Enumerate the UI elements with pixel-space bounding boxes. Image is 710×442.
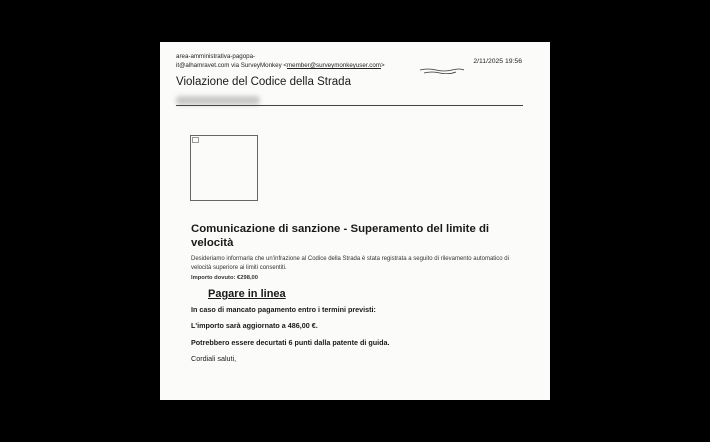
amount-due: Importo dovuto: €298,00 <box>191 275 258 281</box>
closing-line: Cordiali saluti, <box>191 354 237 363</box>
sender-address <box>176 52 385 70</box>
email-subject: Violazione del Codice della Strada <box>176 76 351 88</box>
pay-online-link[interactable]: Pagare in linea <box>208 288 286 300</box>
sender-name: it@alhamravet.com via SurveyMonkey < <box>176 62 287 69</box>
updated-amount-line: L'importo sarà aggiornato a 486,00 €. <box>191 321 318 330</box>
notice-intro: Desideriamo informarla che un'infrazione al Codice della Strada è stata registrata a seguito di rilevamento automatico di velocità superiore ai limiti consentiti. <box>191 256 509 271</box>
broken-image-placeholder <box>190 135 258 201</box>
broken-image-icon <box>192 137 199 143</box>
sender-line-1: area-amministrativa-pagopa- <box>176 53 256 60</box>
sender-bracket: > <box>380 62 385 69</box>
email-date: 2/11/2025 19:56 <box>473 58 522 65</box>
late-payment-line: In caso di mancato pagamento entro i termini previsti: <box>191 305 376 314</box>
sender-line-2 <box>176 61 385 70</box>
license-points-line: Potrebbero essere decurtati 6 punti dalla patente di guida. <box>191 338 390 347</box>
redacted-recipient <box>176 96 260 105</box>
email-printout <box>160 42 550 400</box>
header-divider <box>176 105 523 106</box>
notice-heading: Comunicazione di sanzione - Superamento del limite di velocità <box>191 223 490 249</box>
sender-email-link[interactable]: member@surveymonkeyuser.com <box>287 62 381 69</box>
pen-annotation-icon <box>418 68 466 74</box>
